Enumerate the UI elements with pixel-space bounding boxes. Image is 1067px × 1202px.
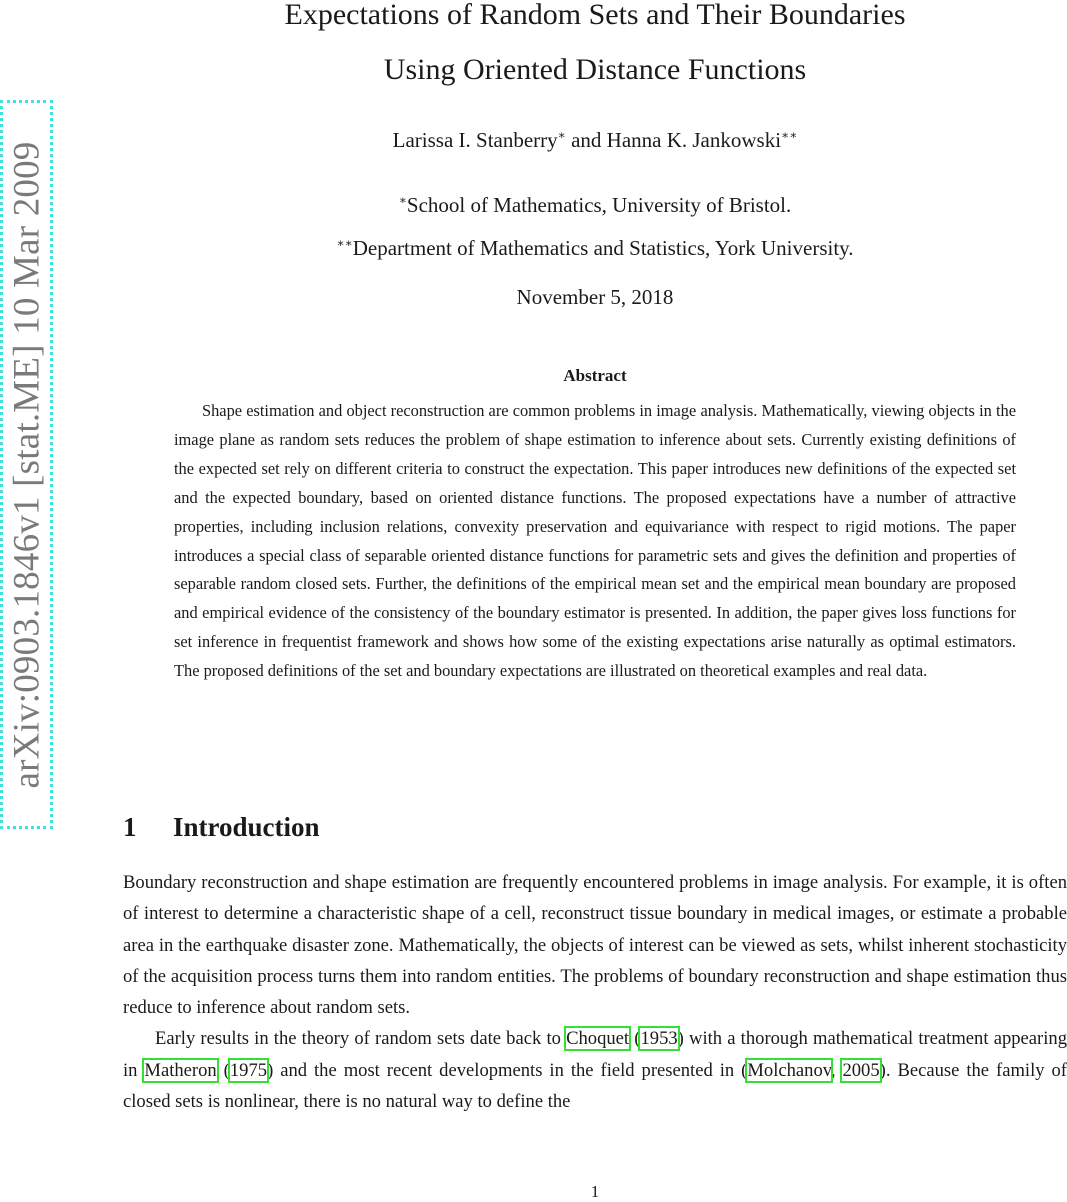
author-1: Larissa I. Stanberry bbox=[392, 128, 558, 152]
affiliation-1-text: School of Mathematics, University of Bristol. bbox=[406, 193, 792, 217]
section-heading bbox=[123, 812, 320, 843]
paragraph-2 bbox=[123, 1023, 1067, 1117]
paragraph-2-text-6: , bbox=[830, 1059, 843, 1081]
title-line-2: Using Oriented Distance Functions bbox=[383, 53, 807, 86]
author-1-mark: ∗ bbox=[557, 128, 566, 142]
affiliation-1 bbox=[123, 193, 1067, 218]
author-2-mark: ∗∗ bbox=[781, 128, 798, 142]
citation-molchanov-author[interactable]: Molchanov bbox=[747, 1059, 831, 1081]
citation-matheron-year[interactable]: 1975 bbox=[229, 1059, 268, 1081]
affiliation-2-text: Department of Mathematics and Statistics, York University. bbox=[352, 236, 854, 260]
affiliation-2-mark: ∗∗ bbox=[336, 236, 353, 250]
citation-matheron-author[interactable]: Matheron bbox=[144, 1059, 217, 1081]
paragraph-2-text-2: ( bbox=[629, 1028, 641, 1050]
paragraph-2-text-4: ( bbox=[216, 1059, 230, 1081]
paper-date: November 5, 2018 bbox=[516, 285, 674, 309]
citation-molchanov-year[interactable]: 2005 bbox=[842, 1059, 880, 1081]
citation-choquet-year[interactable]: 1953 bbox=[640, 1028, 678, 1050]
paragraph-1: Boundary reconstruction and shape estimation are frequently encountered problems in image analysis. For example, it is often of interest to determine a characteristic shape of a cell, reconstruct tissue boundary in medical images, or estimate a probable area in the earthquake disaster zone. Mathematically, the objects of interest can be viewed as sets, whilst inherent stochasticity of the acquisition process turns them into random entities. The problems of boundary reconstruction and shape estimation thus reduce to inference about random sets. bbox=[123, 872, 1067, 1019]
affiliation-2 bbox=[123, 236, 1067, 261]
affiliation-1-mark: ∗ bbox=[398, 193, 407, 207]
author-2: Hanna K. Jankowski bbox=[606, 128, 782, 152]
paragraph-2-text-7: ). Because the family of closed sets is nonlinear, there is no natural way to define the bbox=[123, 1059, 1067, 1113]
citation-choquet-author[interactable]: Choquet bbox=[566, 1028, 630, 1050]
paragraph-2-text-3: ) with a thorough mathematical treatment appearing in bbox=[123, 1028, 1067, 1081]
abstract-heading: Abstract bbox=[563, 366, 627, 385]
title-line-1: Expectations of Random Sets and Their Boundaries bbox=[284, 0, 906, 31]
arxiv-identifier: arXiv:0903.1846v1 [stat.ME] 10 Mar 2009 bbox=[6, 141, 47, 788]
arxiv-sidebar[interactable] bbox=[0, 100, 53, 829]
section-title: Introduction bbox=[173, 812, 320, 842]
author-separator: and bbox=[565, 128, 607, 152]
section-body bbox=[123, 867, 1067, 1117]
paragraph-2-text-5: ) and the most recent developments in the field presented in ( bbox=[267, 1059, 748, 1081]
author-list bbox=[123, 128, 1067, 153]
paragraph-2-text-1: Early results in the theory of random sets date back to bbox=[155, 1028, 567, 1050]
section-number: 1 bbox=[123, 812, 137, 842]
page-number: 1 bbox=[590, 1182, 600, 1201]
abstract-text: Shape estimation and object reconstruction are common problems in image analysis. Mathematically, viewing objects in the image plane as random sets reduces the problem of shape estimation to inference about sets. Currently existing definitions of the expected set rely on different criteria to construct the expectation. This paper introduces new definitions of the expected set and the expected boundary, based on oriented distance functions. The proposed expectations have a number of attractive properties, including inclusion relations, convexity preservation and equivariance with respect to rigid motions. The paper introduces a special class of separable oriented distance functions for parametric sets and gives the definition and properties of separable random closed sets. Further, the definitions of the empirical mean set and the empirical mean boundary are proposed and empirical evidence of the consistency of the boundary estimator is presented. In addition, the paper gives loss functions for set inference in frequentist framework and shows how some of the existing expectations arise naturally as optimal estimators. The proposed definitions of the set and boundary expectations are illustrated on theoretical examples and real data. bbox=[174, 401, 1016, 681]
